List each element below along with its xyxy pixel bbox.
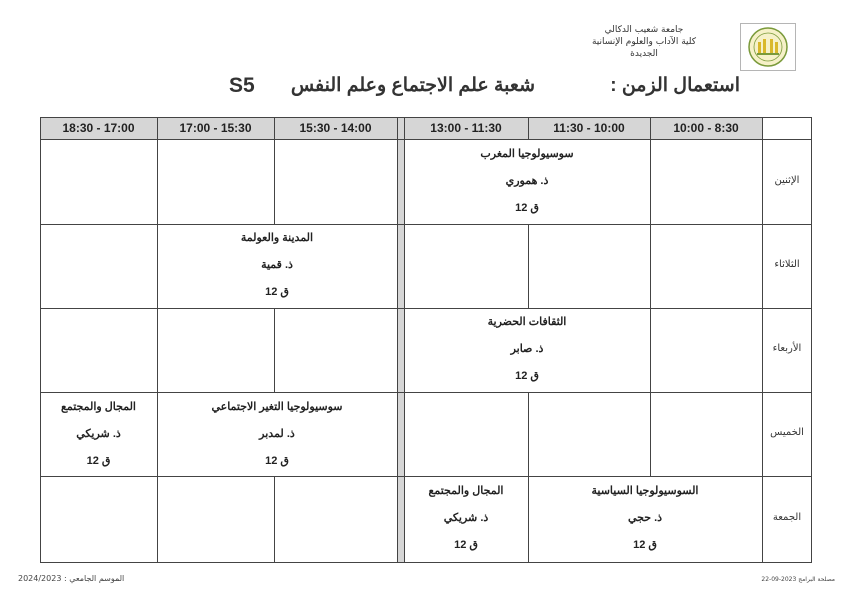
course-thursday-2 bbox=[40, 400, 157, 470]
academic-year: الموسم الجامعي : 2024/2023 bbox=[18, 574, 125, 583]
course-room: ق 12 bbox=[86, 455, 111, 467]
time-slot-1: 10:00 - 8:30 bbox=[673, 121, 739, 135]
time-slot-6: 18:30 - 17:00 bbox=[62, 121, 135, 135]
course-professor: ذ. حجي bbox=[627, 512, 663, 524]
course-room: ق 12 bbox=[454, 539, 478, 551]
course-room: ق 12 bbox=[515, 202, 539, 214]
course-title: المجال والمجتمع bbox=[61, 401, 136, 413]
university-name: جامعة شعيب الدكالي bbox=[604, 25, 684, 35]
course-professor: ذ. شريكي bbox=[76, 428, 121, 440]
course-friday-2 bbox=[404, 484, 528, 554]
city-name: الجديدة bbox=[630, 49, 658, 59]
day-friday: الجمعة bbox=[772, 512, 802, 523]
course-title: سوسيولوجيا المغرب bbox=[480, 148, 574, 160]
course-title: السوسيولوجيا السياسية bbox=[591, 485, 699, 497]
time-slot-4: 15:30 - 14:00 bbox=[299, 121, 372, 135]
department-title: شعبة علم الاجتماع وعلم النفس bbox=[290, 75, 535, 96]
course-monday-1 bbox=[404, 147, 650, 217]
faculty-name: كلية الآداب والعلوم الإنسانية bbox=[591, 37, 697, 47]
course-room: ق 12 bbox=[265, 455, 289, 467]
day-monday: الإثنين bbox=[774, 175, 800, 186]
course-room: ق 12 bbox=[265, 286, 289, 298]
course-title: سوسيولوجيا التغير الاجتماعي bbox=[211, 401, 343, 413]
course-room: ق 12 bbox=[515, 370, 539, 382]
course-friday-1 bbox=[528, 484, 762, 554]
course-title: الثقافات الحضرية bbox=[487, 316, 567, 328]
timetable-grid bbox=[40, 117, 812, 563]
page-title: استعمال الزمن : bbox=[610, 75, 740, 96]
time-slot-2: 11:30 - 10:00 bbox=[553, 121, 625, 135]
course-professor: ذ. صابر bbox=[510, 343, 544, 355]
lunch-separator bbox=[397, 117, 404, 563]
course-professor: ذ. هموري bbox=[505, 175, 549, 187]
course-thursday-1 bbox=[157, 400, 397, 470]
semester-label: S5 bbox=[229, 74, 255, 97]
office-note: مصلحة البرامج 2023-09-22 bbox=[761, 576, 835, 583]
course-tuesday-1 bbox=[157, 231, 397, 301]
time-slot-3: 13:00 - 11:30 bbox=[430, 121, 502, 135]
course-room: ق 12 bbox=[633, 539, 657, 551]
course-professor: ذ. لمدبر bbox=[259, 428, 295, 440]
course-title: المدينة والعولمة bbox=[240, 232, 314, 244]
day-thursday: الخميس bbox=[770, 427, 804, 438]
course-wednesday-1 bbox=[404, 315, 650, 385]
time-slot-5: 17:00 - 15:30 bbox=[179, 121, 252, 135]
day-tuesday: الثلاثاء bbox=[774, 259, 800, 270]
day-wednesday: الأربعاء bbox=[772, 343, 802, 354]
university-header bbox=[560, 24, 728, 60]
course-professor: ذ. قمية bbox=[261, 259, 293, 271]
course-professor: ذ. شريكي bbox=[443, 512, 489, 524]
university-emblem-icon bbox=[740, 23, 796, 71]
course-title: المجال والمجتمع bbox=[428, 485, 504, 497]
